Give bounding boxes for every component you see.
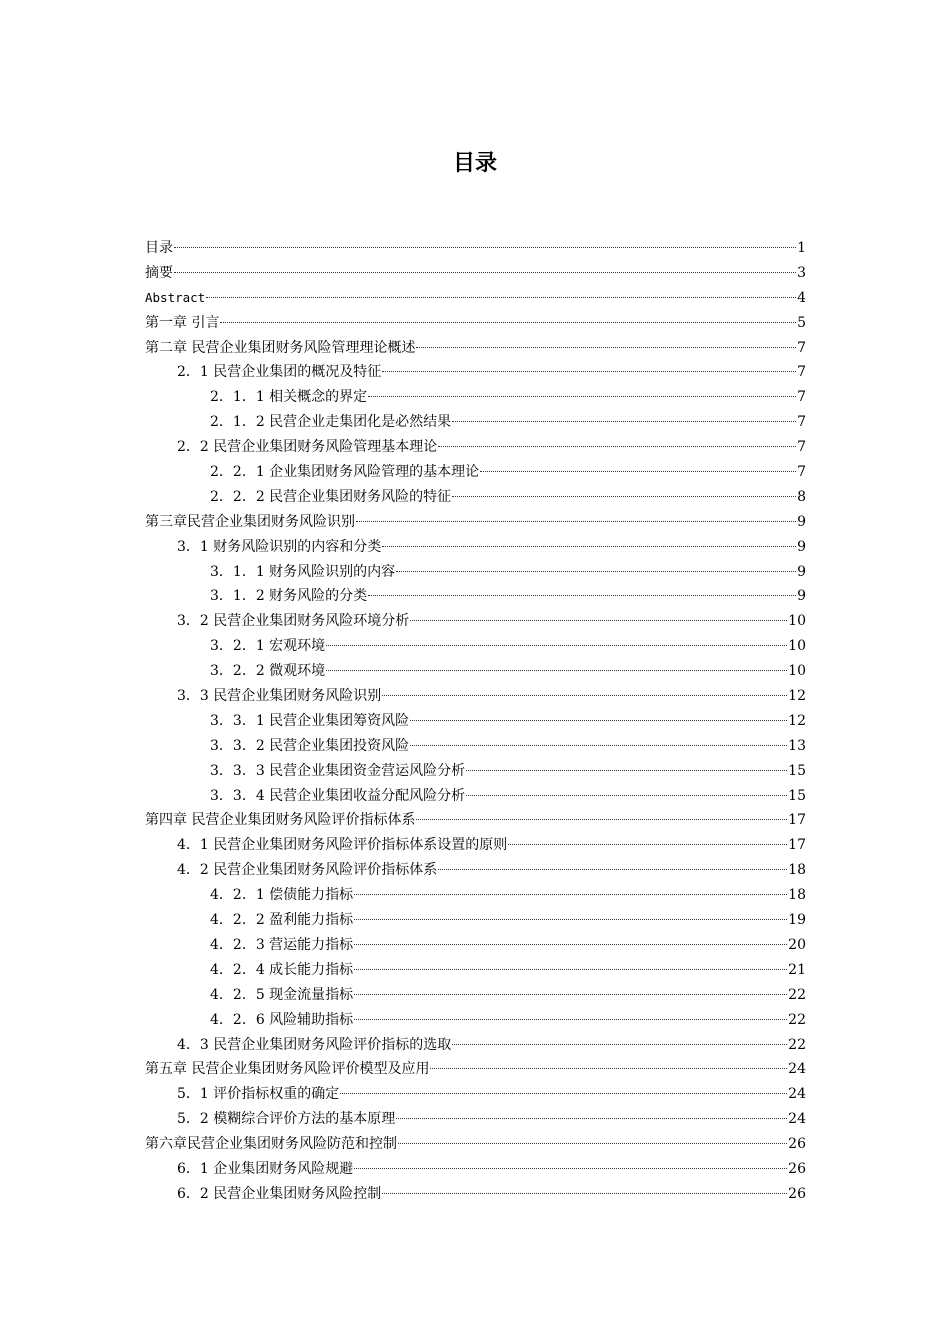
- dot-leader: [326, 670, 787, 671]
- dot-leader: [430, 1068, 787, 1069]
- toc-entry[interactable]: [145, 460, 806, 485]
- toc-entry[interactable]: [145, 983, 806, 1008]
- dot-leader: [220, 322, 796, 323]
- toc-entry-page-number: 3: [797, 264, 806, 281]
- toc-entry-page-number: 5: [797, 314, 806, 331]
- dot-leader: [368, 595, 796, 596]
- toc-entry-label: 2．2．2 民营企业集团财务风险的特征: [210, 488, 452, 505]
- toc-entry[interactable]: [145, 784, 806, 809]
- toc-entry[interactable]: [145, 908, 806, 933]
- toc-entry-page-number: 9: [797, 588, 806, 605]
- toc-entry-label: 3．1．1 财务风险识别的内容: [210, 563, 396, 580]
- toc-entry[interactable]: [145, 535, 806, 560]
- dot-leader: [354, 994, 787, 995]
- dot-leader: [480, 471, 796, 472]
- dot-leader: [354, 919, 787, 920]
- toc-entry[interactable]: [145, 286, 806, 311]
- dot-leader: [382, 546, 796, 547]
- toc-entry-label: 4．2 民营企业集团财务风险评价指标体系: [177, 862, 438, 879]
- toc-entry-page-number: 17: [788, 812, 806, 829]
- toc-entry[interactable]: [145, 808, 806, 833]
- toc-entry-label: 3．3．4 民营企业集团收益分配风险分析: [210, 787, 466, 804]
- toc-entry-label: 第五章 民营企业集团财务风险评价模型及应用: [145, 1061, 430, 1078]
- toc-entry-label: 3．3．2 民营企业集团投资风险: [210, 737, 410, 754]
- toc-entry[interactable]: [145, 958, 806, 983]
- toc-entry-label: 4．2．6 风险辅助指标: [210, 1011, 354, 1028]
- toc-entry-label: 4．2．4 成长能力指标: [210, 961, 354, 978]
- toc-entry[interactable]: [145, 634, 806, 659]
- toc-entry-page-number: 10: [788, 613, 806, 630]
- toc-entry-label: 4．2．2 盈利能力指标: [210, 912, 354, 929]
- toc-entry-page-number: 24: [788, 1111, 806, 1128]
- toc-entry-page-number: 7: [797, 439, 806, 456]
- toc-entry-label: 第一章 引言: [145, 314, 220, 331]
- toc-entry-label: 3．2．1 宏观环境: [210, 638, 326, 655]
- toc-entry[interactable]: [145, 1132, 806, 1157]
- toc-entry-page-number: 13: [788, 737, 806, 754]
- toc-entry-label: 5．1 评价指标权重的确定: [177, 1086, 340, 1103]
- dot-leader: [354, 1019, 787, 1020]
- toc-entry[interactable]: [145, 410, 806, 435]
- page-title: 目录: [452, 151, 497, 176]
- toc-entry-page-number: 22: [788, 1011, 806, 1028]
- dot-leader: [206, 297, 796, 298]
- toc-entry-page-number: 8: [797, 488, 806, 505]
- toc-entry-label: 3．3 民营企业集团财务风险识别: [177, 688, 382, 705]
- dot-leader: [326, 645, 787, 646]
- toc-entry[interactable]: [145, 435, 806, 460]
- dot-leader: [382, 1193, 787, 1194]
- dot-leader: [354, 1168, 787, 1169]
- toc-entry[interactable]: [145, 1008, 806, 1033]
- toc-entry-label: 4．1 民营企业集团财务风险评价指标体系设置的原则: [177, 837, 508, 854]
- toc-entry-label: 6．1 企业集团财务风险规避: [177, 1160, 354, 1177]
- toc-entry-page-number: 1: [797, 240, 806, 256]
- toc-entry-page-number: 19: [788, 912, 806, 929]
- toc-entry-label: 2．1．2 民营企业走集团化是必然结果: [210, 414, 452, 431]
- toc-entry-label: 3．1．2 财务风险的分类: [210, 588, 368, 605]
- dot-leader: [354, 944, 787, 945]
- toc-entry-page-number: 20: [788, 936, 806, 953]
- toc-entry[interactable]: [145, 360, 806, 385]
- dot-leader: [354, 894, 787, 895]
- toc-entry-page-number: 10: [788, 638, 806, 655]
- toc-entry-label: 2．2 民营企业集团财务风险管理基本理论: [177, 439, 438, 456]
- dot-leader: [174, 272, 796, 273]
- toc-entry-page-number: 18: [788, 862, 806, 879]
- toc-entry-label: 6．2 民营企业集团财务风险控制: [177, 1185, 382, 1202]
- toc-entry[interactable]: [145, 261, 806, 286]
- toc-entry-label: 摘要: [145, 264, 173, 281]
- toc-entry-page-number: 9: [797, 563, 806, 580]
- toc-entry-page-number: 7: [797, 389, 806, 406]
- toc-entry[interactable]: [145, 385, 806, 410]
- toc-entry[interactable]: [145, 659, 806, 684]
- toc-entry-page-number: 7: [797, 364, 806, 381]
- toc-entry[interactable]: [145, 609, 806, 634]
- toc-entry-page-number: 24: [788, 1061, 806, 1078]
- toc-entry[interactable]: [145, 485, 806, 510]
- toc-entry-page-number: 12: [788, 688, 806, 705]
- dot-leader: [452, 1044, 787, 1045]
- toc-entry-label: 4．2．3 营运能力指标: [210, 936, 354, 953]
- toc-entry-label: 第六章民营企业集团财务风险防范和控制: [145, 1136, 397, 1153]
- dot-leader: [438, 446, 796, 447]
- toc-entry-page-number: 22: [788, 986, 806, 1003]
- toc-entry-label: 第三章民营企业集团财务风险识别: [145, 513, 355, 530]
- toc-entry[interactable]: [145, 734, 806, 759]
- toc-entry[interactable]: [145, 883, 806, 908]
- toc-entry-label: Abstract: [145, 289, 206, 305]
- dot-leader: [356, 521, 796, 522]
- dot-leader: [382, 695, 787, 696]
- dot-leader: [452, 496, 796, 497]
- toc-entry-page-number: 21: [788, 961, 806, 978]
- toc-entry-label: 2．1 民营企业集团的概况及特征: [177, 364, 382, 381]
- toc-entry-page-number: 7: [797, 339, 806, 356]
- toc-entry[interactable]: [145, 709, 806, 734]
- dot-leader: [438, 869, 787, 870]
- toc-entry[interactable]: [145, 1057, 806, 1082]
- toc-entry-page-number: 26: [788, 1185, 806, 1202]
- dot-leader: [396, 571, 796, 572]
- dot-leader: [410, 745, 787, 746]
- table-of-contents: [145, 236, 806, 1207]
- toc-entry-page-number: 26: [788, 1136, 806, 1153]
- toc-entry-label: 2．1．1 相关概念的界定: [210, 389, 368, 406]
- toc-entry-label: 3．3．3 民营企业集团资金营运风险分析: [210, 762, 466, 779]
- toc-entry[interactable]: [145, 1082, 806, 1107]
- toc-entry[interactable]: [145, 759, 806, 784]
- toc-entry-label: 第四章 民营企业集团财务风险评价指标体系: [145, 812, 416, 829]
- toc-entry-page-number: 17: [788, 837, 806, 854]
- toc-entry-page-number: 7: [797, 414, 806, 431]
- toc-entry-label: 4．2．5 现金流量指标: [210, 986, 354, 1003]
- toc-entry-page-number: 22: [788, 1036, 806, 1053]
- toc-entry[interactable]: [145, 236, 806, 261]
- toc-entry[interactable]: [145, 510, 806, 535]
- toc-entry-page-number: 15: [788, 762, 806, 779]
- toc-entry-label: 3．3．1 民营企业集团筹资风险: [210, 712, 410, 729]
- dot-leader: [452, 421, 796, 422]
- toc-entry-label: 第二章 民营企业集团财务风险管理理论概述: [145, 339, 416, 356]
- toc-entry-page-number: 10: [788, 663, 806, 680]
- dot-leader: [416, 819, 787, 820]
- toc-entry-page-number: 15: [788, 787, 806, 804]
- toc-entry[interactable]: [145, 560, 806, 585]
- toc-entry-page-number: 9: [797, 513, 806, 530]
- toc-entry[interactable]: [145, 858, 806, 883]
- toc-entry-label: 3．2．2 微观环境: [210, 663, 326, 680]
- toc-entry-page-number: 12: [788, 712, 806, 729]
- toc-entry[interactable]: [145, 584, 806, 609]
- toc-entry[interactable]: [145, 1182, 806, 1207]
- toc-entry[interactable]: [145, 311, 806, 336]
- dot-leader: [368, 396, 796, 397]
- toc-entry-label: 目录: [145, 240, 173, 256]
- toc-entry-page-number: 4: [797, 289, 806, 306]
- dot-leader: [398, 1143, 787, 1144]
- toc-entry-label: 5．2 模糊综合评价方法的基本原理: [177, 1111, 396, 1128]
- dot-leader: [174, 247, 796, 248]
- dot-leader: [340, 1093, 787, 1094]
- dot-leader: [396, 1118, 787, 1119]
- dot-leader: [508, 844, 787, 845]
- toc-entry-page-number: 18: [788, 887, 806, 904]
- toc-entry-label: 4．3 民营企业集团财务风险评价指标的选取: [177, 1036, 452, 1053]
- dot-leader: [354, 969, 787, 970]
- toc-entry-label: 4．2．1 偿债能力指标: [210, 887, 354, 904]
- toc-entry[interactable]: [145, 684, 806, 709]
- toc-entry-page-number: 9: [797, 538, 806, 555]
- toc-entry-page-number: 7: [797, 464, 806, 481]
- dot-leader: [382, 371, 796, 372]
- toc-entry[interactable]: [145, 1157, 806, 1182]
- toc-entry-page-number: 26: [788, 1160, 806, 1177]
- toc-entry-label: 3．2 民营企业集团财务风险环境分析: [177, 613, 410, 630]
- dot-leader: [410, 620, 787, 621]
- toc-entry[interactable]: [145, 833, 806, 858]
- toc-entry[interactable]: [145, 336, 806, 361]
- toc-entry[interactable]: [145, 933, 806, 958]
- toc-entry-label: 2．2．1 企业集团财务风险管理的基本理论: [210, 464, 480, 481]
- dot-leader: [466, 795, 787, 796]
- toc-entry-page-number: 24: [788, 1086, 806, 1103]
- dot-leader: [410, 720, 787, 721]
- toc-entry-label: 3．1 财务风险识别的内容和分类: [177, 538, 382, 555]
- dot-leader: [466, 770, 787, 771]
- dot-leader: [416, 347, 796, 348]
- toc-entry[interactable]: [145, 1107, 806, 1132]
- toc-entry[interactable]: [145, 1033, 806, 1058]
